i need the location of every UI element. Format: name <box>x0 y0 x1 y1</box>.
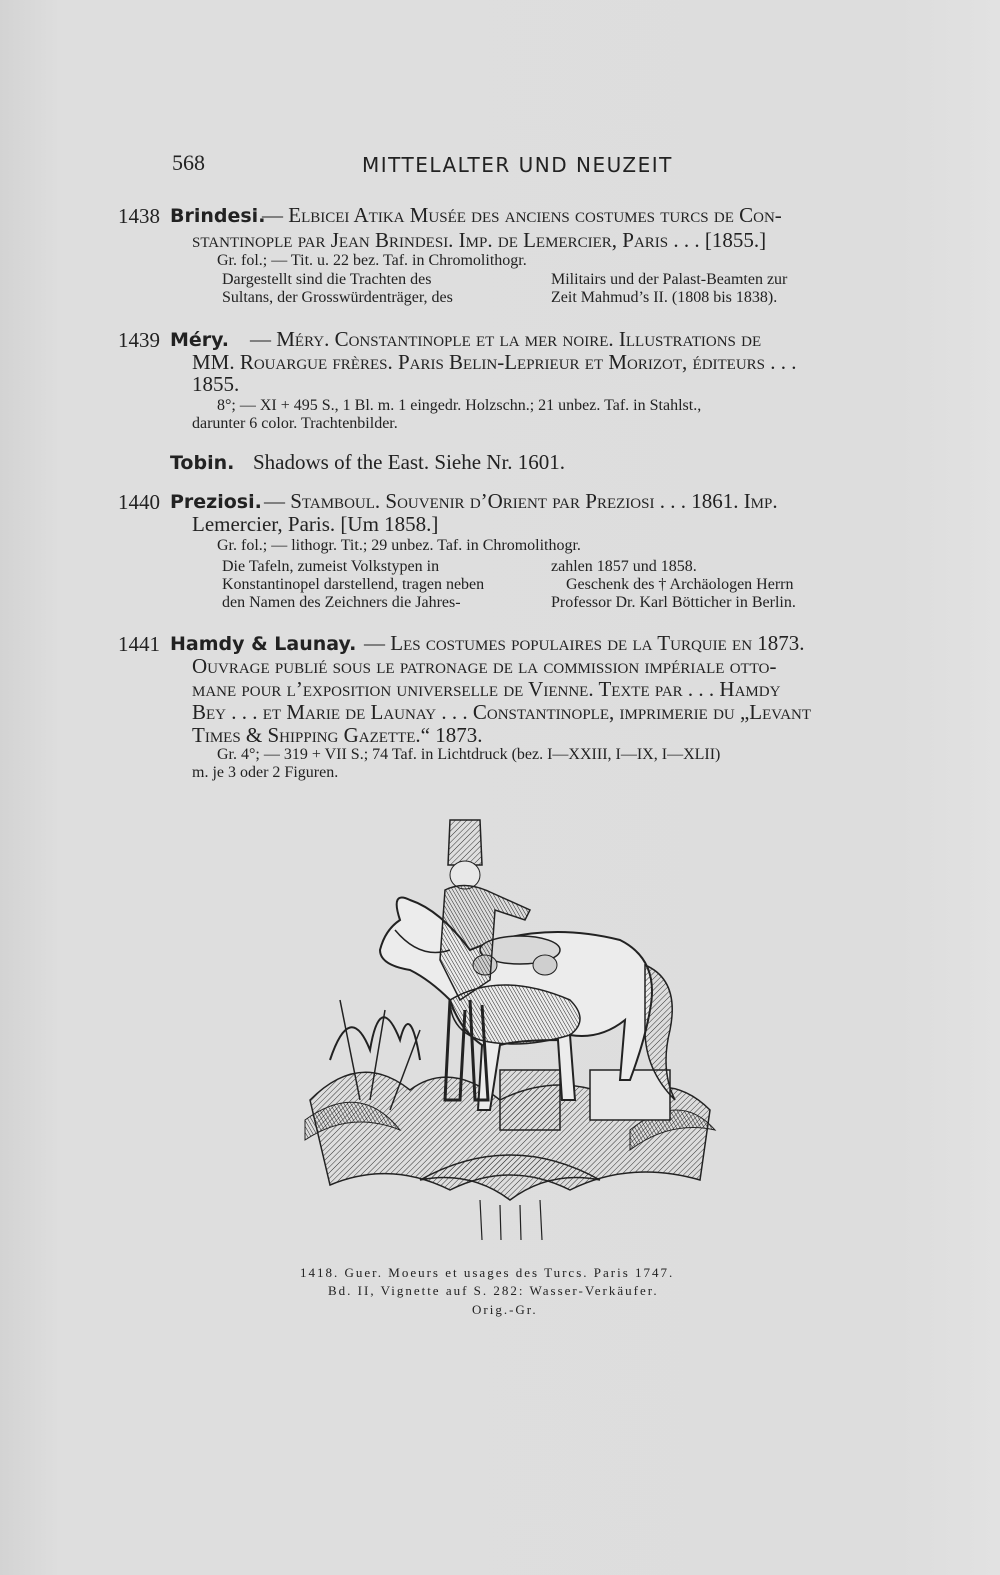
entry-note: Die Tafeln, zumeist Volkstypen in <box>222 558 440 575</box>
entry-title-line: Ouvrage publié sous le patronage de la commission impériale otto- <box>192 654 777 678</box>
entry-number: 1438 <box>118 204 160 228</box>
entry-title-line: mane pour l’exposition universelle de Vienne. Texte par . . . Hamdy <box>192 677 781 701</box>
entry-note: Militairs und der Palast-Beamten zur <box>551 271 788 288</box>
entry-note: Sultans, der Grosswürdenträger, des <box>222 289 453 306</box>
figure-caption-line: Bd. II, Vignette auf S. 282: Wasser-Verkäufer. <box>328 1283 659 1298</box>
entry-note: Geschenk des † Archäologen Herrn <box>566 576 794 593</box>
running-title: MITTELALTER UND NEUZEIT <box>362 153 673 177</box>
entry-author: Brindesi. <box>170 205 266 227</box>
entry-note: Konstantinopel darstellend, tragen neben <box>222 576 485 593</box>
entry-physical: Gr. fol.; — lithogr. Tit.; 29 unbez. Taf. in Chromolithogr. <box>217 537 581 554</box>
water-seller-engraving <box>300 800 720 1245</box>
entry-title-line: Lemercier, Paris. [Um 1858.] <box>192 512 439 536</box>
entry-number: 1439 <box>118 328 160 352</box>
entry-title-line: — Les costumes populaires de la Turquie en 1873. <box>364 631 805 655</box>
entry-title-line: — Elbicei Atika Musée des anciens costumes turcs de Con- <box>262 203 782 227</box>
entry-number: 1440 <box>118 490 160 514</box>
entry-physical: Gr. fol.; — Tit. u. 22 bez. Taf. in Chromolithogr. <box>217 252 527 269</box>
page-number: 568 <box>172 150 205 175</box>
entry-title-line: 1855. <box>192 372 240 396</box>
entry-physical: m. je 3 oder 2 Figuren. <box>192 764 339 781</box>
entry-title-line: Times & Shipping Gazette.“ 1873. <box>192 723 483 747</box>
figure-caption-line: 1418. Guer. Moeurs et usages des Turcs. Paris 1747. <box>300 1265 675 1280</box>
entry-title-line: MM. Rouargue frères. Paris Belin-Leprieur et Morizot, éditeurs . . . <box>192 350 797 374</box>
entry-title-line: stantinople par Jean Brindesi. Imp. de Lemercier, Paris . . . [1855.] <box>192 228 767 252</box>
entry-note: den Namen des Zeichners die Jahres- <box>222 594 461 611</box>
entry-note: Dargestellt sind die Trachten des <box>222 271 432 288</box>
entry-title-line: — Stamboul. Souvenir d’Orient par Preziosi . . . 1861. Imp. <box>264 489 778 513</box>
entry-text: Shadows of the East. Siehe Nr. 1601. <box>253 450 566 474</box>
entry-author: Méry. <box>170 329 230 351</box>
entry-physical: 8°; — XI + 495 S., 1 Bl. m. 1 eingedr. Holzschn.; 21 unbez. Taf. in Stahlst., <box>217 397 702 414</box>
entry-note: Professor Dr. Karl Bötticher in Berlin. <box>551 594 796 611</box>
entry-note: Zeit Mahmud’s II. (1808 bis 1838). <box>551 289 778 306</box>
entry-physical: darunter 6 color. Trachtenbilder. <box>192 415 398 432</box>
entry-number: 1441 <box>118 632 160 656</box>
entry-note: zahlen 1857 und 1858. <box>551 558 697 575</box>
entry-author: Tobin. <box>170 452 235 474</box>
figure-caption-line: Orig.-Gr. <box>472 1302 538 1317</box>
entry-author: Hamdy & Launay. <box>170 633 357 655</box>
entry-author: Preziosi. <box>170 491 262 513</box>
entry-title-line: — Méry. Constantinople et la mer noire. Illustrations de <box>250 327 762 351</box>
entry-physical: Gr. 4°; — 319 + VII S.; 74 Taf. in Lichtdruck (bez. I—XXIII, I—IX, I—XLII) <box>217 746 721 763</box>
entry-title-line: Bey . . . et Marie de Launay . . . Constantinople, imprimerie du „Levant <box>192 700 812 724</box>
